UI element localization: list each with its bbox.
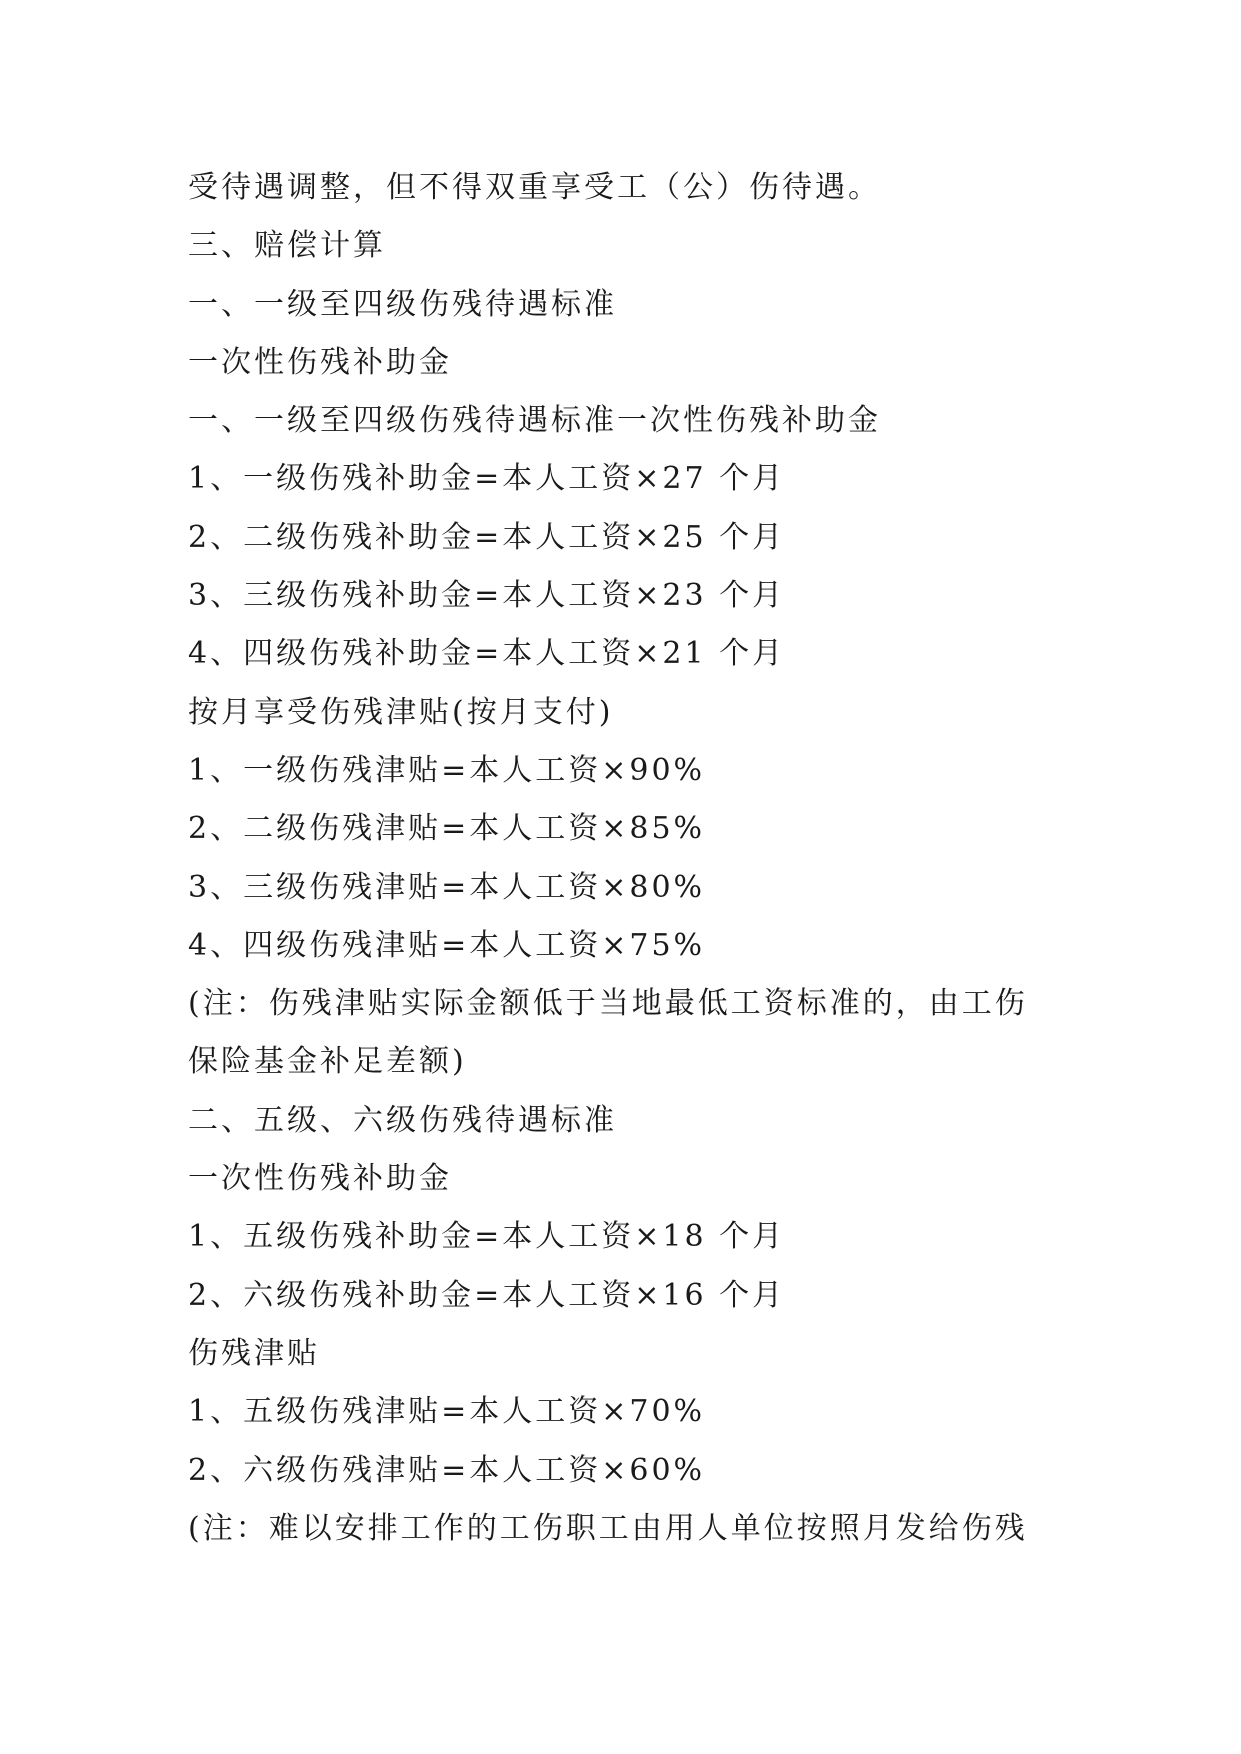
list-item: 1、一级伤残补助金=本人工资×27 个月 [188,461,786,497]
list-item: 3、三级伤残津贴=本人工资×80% [188,869,706,905]
text-line: 一、一级至四级伤残待遇标准一次性伤残补助金 [188,403,881,439]
list-item: 2、二级伤残津贴=本人工资×85% [188,811,706,847]
text-line: 伤残津贴 [188,1335,320,1371]
list-item: 4、四级伤残津贴=本人工资×75% [188,927,706,963]
subsection-heading: 二、五级、六级伤残待遇标准 [188,1102,617,1138]
list-item: 4、四级伤残补助金=本人工资×21 个月 [188,636,786,672]
text-line: 一次性伤残补助金 [188,344,452,380]
note-line: 保险基金补足差额) [188,1044,467,1080]
list-item: 2、二级伤残补助金=本人工资×25 个月 [188,519,786,555]
text-line: 受待遇调整，但不得双重享受工（公）伤待遇。 [188,170,881,205]
subsection-heading: 一、一级至四级伤残待遇标准 [188,286,617,322]
list-item: 1、五级伤残补助金=本人工资×18 个月 [188,1219,786,1255]
list-item: 1、一级伤残津贴=本人工资×90% [188,752,706,788]
section-heading: 三、赔偿计算 [188,228,386,264]
document-body [188,159,1068,1558]
text-line: 一次性伤残补助金 [188,1161,452,1197]
text-line: 按月享受伤残津贴(按月支付) [188,694,614,730]
note-line: (注：伤残津贴实际金额低于当地最低工资标准的，由工伤 [188,986,1028,1022]
list-item: 2、六级伤残津贴=本人工资×60% [188,1452,706,1488]
note-line: (注：难以安排工作的工伤职工由用人单位按照月发给伤残 [188,1510,1028,1546]
list-item: 2、六级伤残补助金=本人工资×16 个月 [188,1277,786,1313]
list-item: 1、五级伤残津贴=本人工资×70% [188,1394,706,1430]
list-item: 3、三级伤残补助金=本人工资×23 个月 [188,578,786,614]
